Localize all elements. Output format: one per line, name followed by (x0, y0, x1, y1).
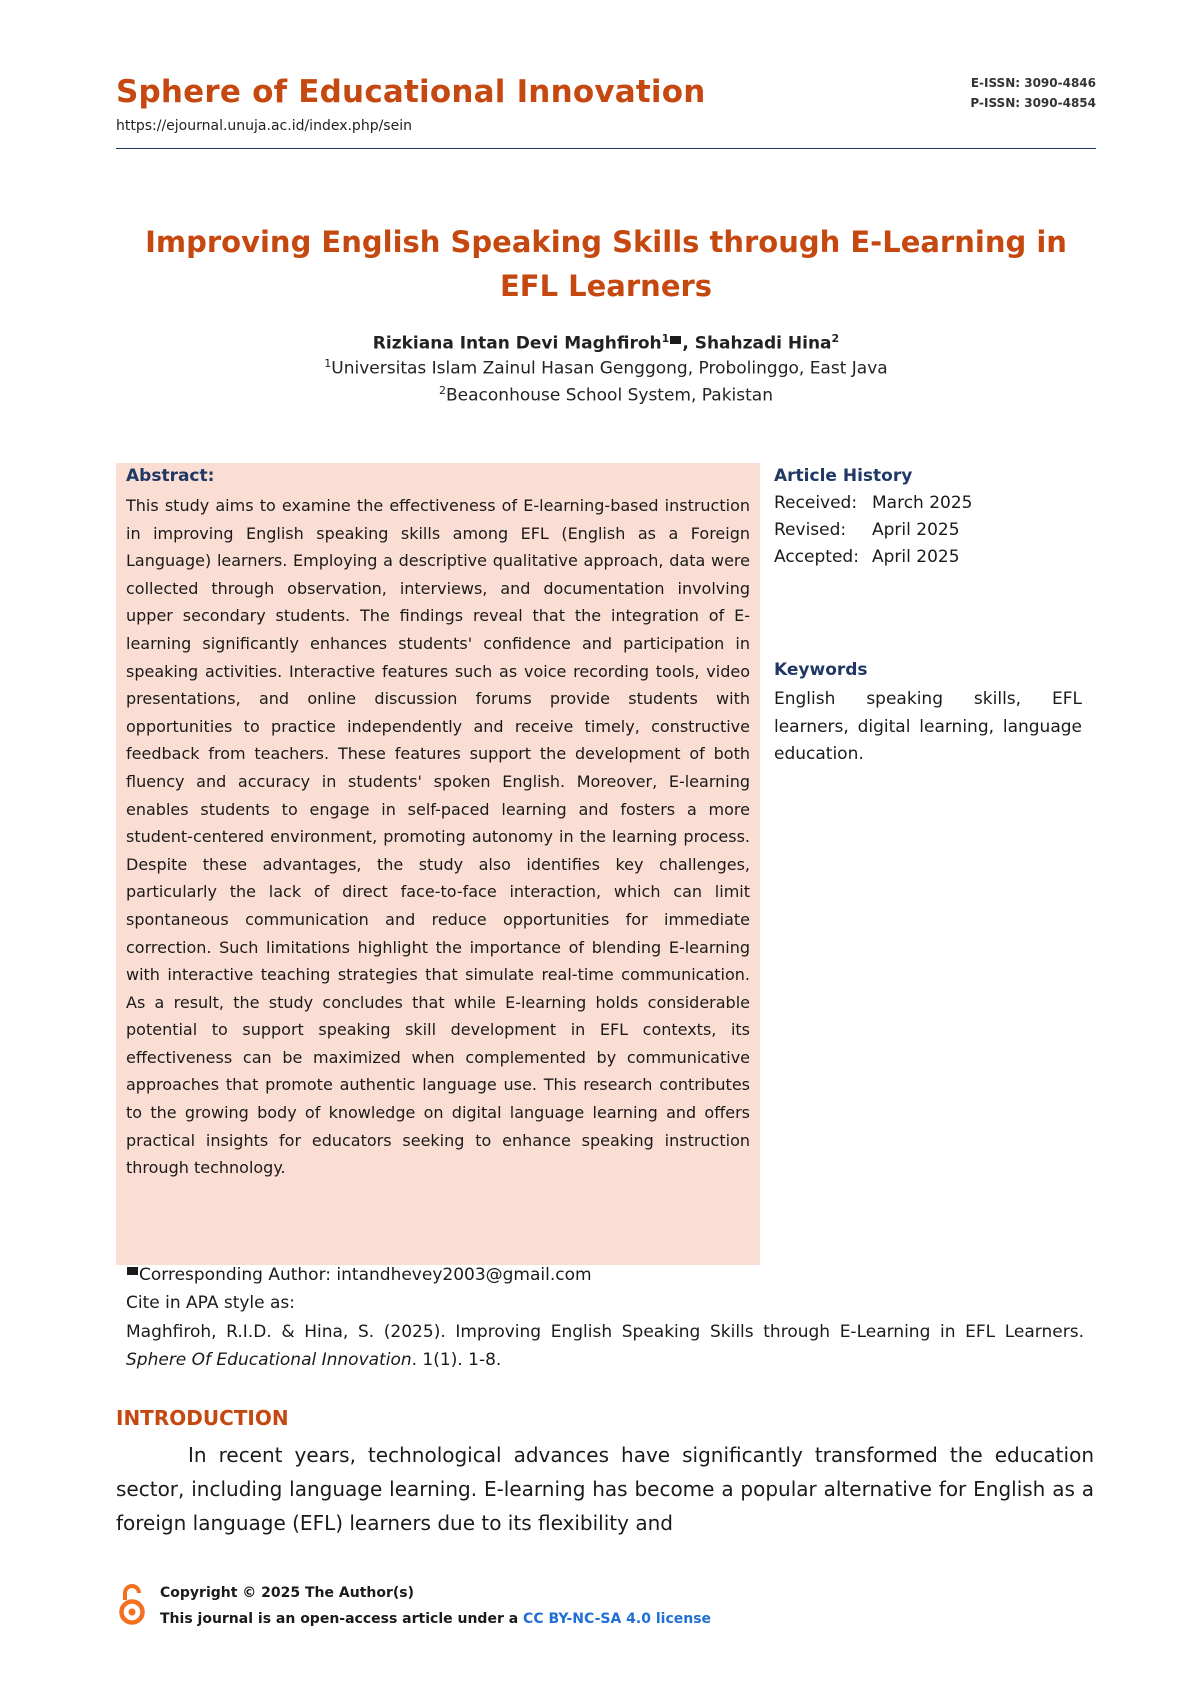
affiliation-1-mark: 1 (324, 357, 332, 370)
history-revised (774, 520, 960, 540)
corresponding-email[interactable]: intandhevey2003@gmail.com (336, 1265, 592, 1285)
corresponding-label: Corresponding Author: (139, 1265, 337, 1285)
journal-title: Sphere of Educational Innovation (116, 74, 706, 110)
license-line (160, 1611, 711, 1627)
author-separator: , (682, 333, 695, 354)
accepted-label: Accepted: (774, 547, 859, 567)
affiliation-2 (116, 384, 1096, 406)
license-prefix: This journal is an open-access article under a (160, 1611, 524, 1627)
citation-journal: Sphere Of Educational Innovation (126, 1350, 412, 1370)
eissn: E-ISSN: 3090-4846 (970, 76, 1096, 90)
copyright-line: Copyright © 2025 The Author(s) (160, 1585, 415, 1601)
email-icon (127, 1267, 138, 1275)
article-history-heading: Article History (774, 466, 913, 486)
open-access-icon (118, 1582, 146, 1626)
history-accepted (774, 547, 960, 567)
introduction-heading: INTRODUCTION (116, 1406, 289, 1430)
citation-post: . 1(1). 1-8. (411, 1350, 502, 1370)
license-link[interactable]: CC BY-NC-SA 4.0 license (523, 1611, 712, 1627)
history-received (774, 493, 973, 513)
author-2-affil-mark: 2 (831, 332, 840, 345)
citation-text (126, 1318, 1084, 1374)
journal-url[interactable]: https://ejournal.unuja.ac.id/index.php/sein (116, 118, 412, 134)
received-label: Received: (774, 493, 858, 513)
authors-line (116, 332, 1096, 354)
affiliation-2-mark: 2 (439, 384, 447, 397)
keywords-heading: Keywords (774, 660, 868, 680)
corresponding-author (126, 1265, 592, 1285)
citation-label: Cite in APA style as: (126, 1293, 296, 1313)
citation-pre: Maghfiroh, R.I.D. & Hina, S. (2025). Improving English Speaking Skills through E-Learning in EFL Learners. (126, 1322, 1084, 1342)
introduction-text: In recent years, technological advances have significantly transformed the education sector, including language learning. E-learning has become a popular alternative for English as a foreign language (EFL) learners due to its flexibility and (116, 1443, 1094, 1535)
abstract-heading: Abstract: (126, 466, 215, 486)
affiliation-1-text: Universitas Islam Zainul Hasan Genggong, Probolinggo, East Java (331, 358, 888, 379)
pissn: P-ISSN: 3090-4854 (970, 96, 1096, 110)
author-1-affil-mark: 1 (661, 332, 670, 345)
issn-block (970, 73, 1096, 113)
affiliation-1 (116, 357, 1096, 379)
keywords-text: English speaking skills, EFL learners, digital learning, language education. (774, 689, 1082, 764)
abstract-text: This study aims to examine the effectiveness of E-learning-based instruction in improving English speaking skills among EFL (English as a Foreign Language) learners. Employing a descriptive qualitative approach, data were collected through observation, interviews, and documentation involving upper secondary students. The findings reveal that the integration of E-learning significantly enhances students' confidence and participation in speaking activities. Interactive features such as voice recording tools, video presentations, and online discussion forums provide students with opportunities to practice independently and receive timely, constructive feedback from teachers. These features support the development of both fluency and accuracy in students' spoken English. Moreover, E-learning enables students to engage in self-paced learning and fosters a more student-centered environment, promoting autonomy in the learning process. Despite these advantages, the study also identifies key challenges, particularly the lack of direct face-to-face interaction, which can limit spontaneous communication and reduce opportunities for immediate correction. Such limitations highlight the importance of blending E-learning with interactive teaching strategies that simulate real-time communication. As a result, the study concludes that while E-learning holds considerable potential to support speaking skill development in EFL contexts, its effectiveness can be maximized when complemented by communicative approaches that promote authentic language use. This research contributes to the growing body of knowledge on digital language learning and offers practical insights for educators seeking to enhance speaking instruction through technology. (126, 496, 750, 1178)
header-divider (116, 148, 1096, 149)
revised-label: Revised: (774, 520, 847, 540)
article-title: Improving English Speaking Skills through E-Learning in EFL Learners (145, 225, 1067, 303)
email-icon (670, 336, 681, 344)
revised-value: April 2025 (872, 520, 960, 540)
author-2: Shahzadi Hina (694, 333, 832, 354)
author-1: Rizkiana Intan Devi Maghfiroh (372, 333, 662, 354)
affiliation-2-text: Beaconhouse School System, Pakistan (446, 385, 773, 406)
accepted-value: April 2025 (872, 547, 960, 567)
received-value: March 2025 (872, 493, 973, 513)
